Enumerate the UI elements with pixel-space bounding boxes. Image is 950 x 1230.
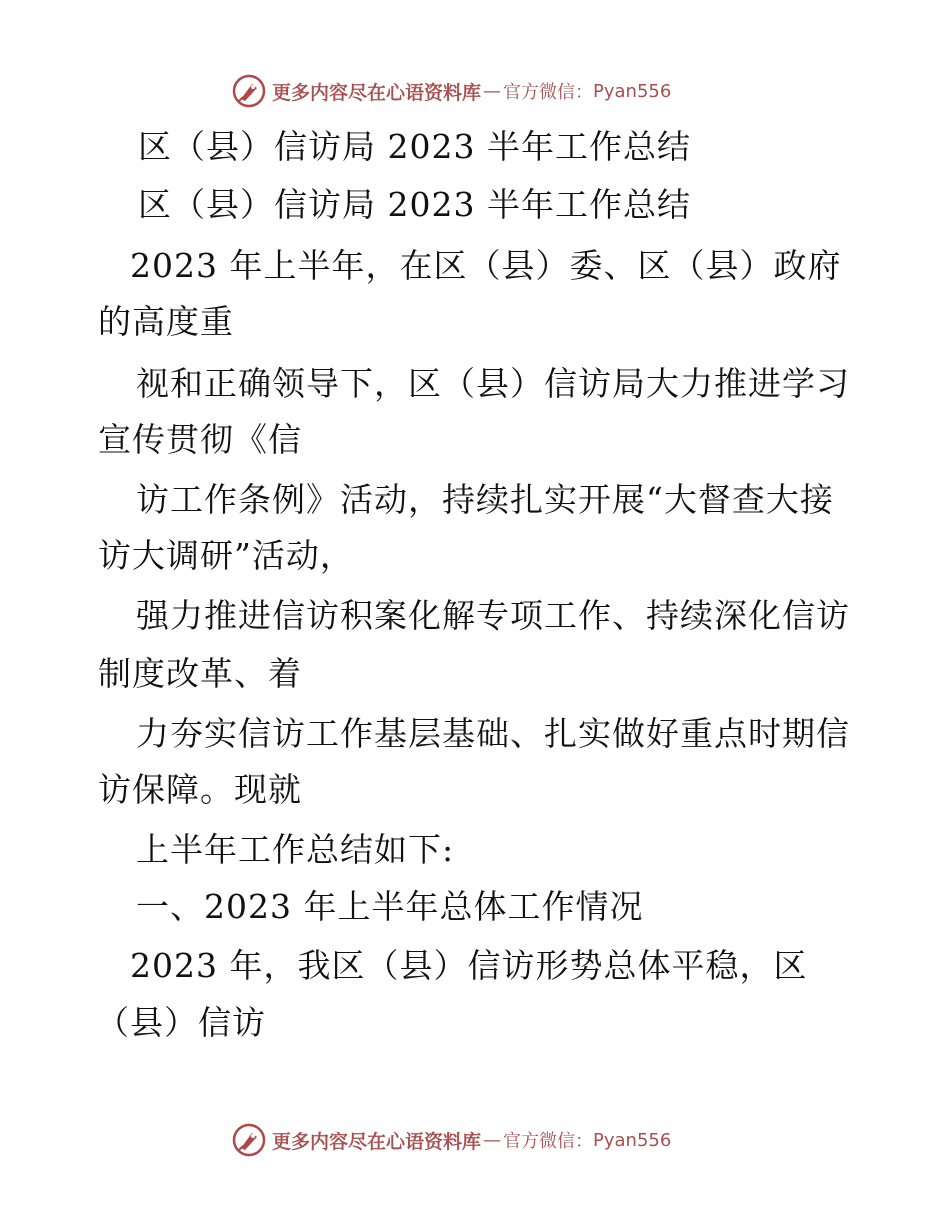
paragraph-line: 2023 年上半年，在区（县）委、区（县）政府 xyxy=(130,246,842,285)
watermark-separator: — xyxy=(483,80,502,102)
paragraph-line: 上半年工作总结如下: xyxy=(136,830,455,869)
paragraph-line: 宣传贯彻《信 xyxy=(98,420,302,459)
paragraph-line: 访工作条例》活动，持续扎实开展“大督查大接 xyxy=(136,480,834,519)
paragraph-line: 访大调研”活动， xyxy=(98,536,354,575)
paragraph-line: 视和正确领导下，区（县）信访局大力推进学习 xyxy=(136,364,850,403)
watermark-wechat-label: 官方微信： xyxy=(503,1131,594,1152)
paragraph-line: 的高度重 xyxy=(98,302,234,341)
pen-nib-logo-icon xyxy=(232,1123,266,1157)
header-watermark xyxy=(232,71,671,111)
paragraph-line: 访保障。现就 xyxy=(98,770,302,809)
watermark-text: 更多内容尽在心语资料库 xyxy=(272,81,482,104)
watermark-wechat-label: 官方微信： xyxy=(503,82,594,103)
pen-nib-logo-icon xyxy=(232,74,266,108)
paragraph-line: 2023 年，我区（县）信访形势总体平稳，区 xyxy=(130,946,808,985)
paragraph-line: 制度改革、着 xyxy=(98,654,302,693)
watermark-wechat-id: Pyan556 xyxy=(593,80,672,102)
paragraph-line: 力夯实信访工作基层基础、扎实做好重点时期信 xyxy=(136,714,850,753)
watermark-separator: — xyxy=(483,1129,502,1151)
paragraph-line: （县）信访 xyxy=(96,1003,266,1042)
watermark-text: 更多内容尽在心语资料库 xyxy=(272,1130,482,1153)
footer-watermark xyxy=(232,1120,671,1160)
document-title: 区（县）信访局 2023 半年工作总结 xyxy=(138,127,691,166)
paragraph-line: 强力推进信访积案化解专项工作、持续深化信访 xyxy=(136,596,850,635)
section-heading: 一、2023 年上半年总体工作情况 xyxy=(136,887,644,926)
document-title-repeat: 区（县）信访局 2023 半年工作总结 xyxy=(138,185,691,224)
watermark-wechat-id: Pyan556 xyxy=(593,1129,672,1151)
